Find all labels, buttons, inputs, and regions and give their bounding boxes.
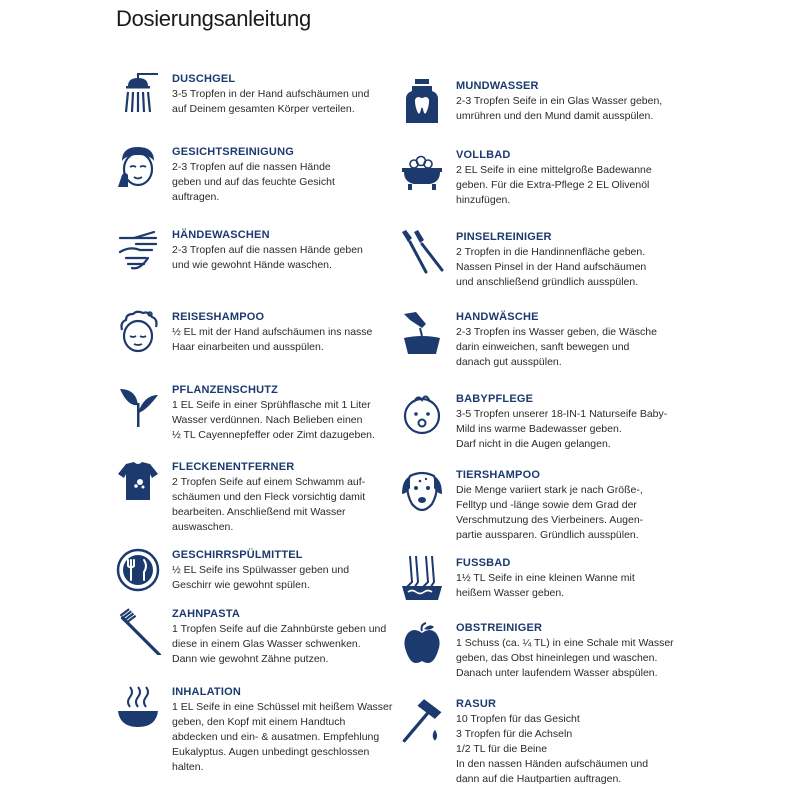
entry-obstreiniger — [400, 621, 740, 701]
dish-soap-icon — [116, 548, 160, 592]
entry-title: DUSCHGEL — [172, 73, 236, 85]
entry-description: 2-3 Tropfen auf die nassen Hände geben und wie gewohnt Hände waschen. — [172, 244, 363, 271]
dog-icon — [400, 468, 444, 512]
entry-description: 1 EL Seife in einer Sprühflasche mit 1 Liter Wasser verdünnen. Nach Belieben einen ½ TL Cayennepfeffer oder Zimt dazugeben. — [172, 399, 375, 441]
entry-description: 2-3 Tropfen auf die nassen Hände geben und auf das feuchte Gesicht auftragen. — [172, 161, 335, 203]
entry-description: ½ EL Seife ins Spülwasser geben und Geschirr wie gewohnt spülen. — [172, 564, 350, 591]
foot-bath-icon — [400, 556, 444, 600]
entry-title: PINSELREINIGER — [456, 231, 552, 243]
entry-title: VOLLBAD — [456, 149, 511, 161]
entry-title: TIERSHAMPOO — [456, 469, 541, 481]
entry-title: FUSSBAD — [456, 557, 511, 569]
face-cleansing-icon — [116, 145, 160, 189]
entry-description: 1 EL Seife in eine Schüssel mit heißem Wasser geben, den Kopf mit einem Handtuch abdecken und ein- & ausatmen. Empfehlung Eukalyptus. Augen unbedingt geschlossen halten. — [172, 701, 393, 773]
entry-title: PFLANZENSCHUTZ — [172, 384, 279, 396]
entry-rasur — [400, 697, 740, 785]
hand-washing-icon — [116, 228, 160, 272]
entry-description: 2 Tropfen Seife auf einem Schwamm auf- schäumen und den Fleck vorsichtig damit bearbeiten. Anschließend mit Wasser auswaschen. — [172, 476, 366, 533]
entry-description: 2-3 Tropfen Seife in ein Glas Wasser geben, umrühren und den Mund damit ausspülen. — [456, 95, 663, 122]
entry-description: 3-5 Tropfen unserer 18-IN-1 Naturseife Baby- Mild ins warme Badewasser geben. Darf nicht in die Augen gelangen. — [456, 408, 668, 450]
entry-description: 10 Tropfen für das Gesicht 3 Tropfen für die Achseln 1/2 TL für die Beine In den nassen Händen aufschäumen und dann auf die Hautpartien auftragen. — [456, 713, 649, 785]
brush-cleaner-icon — [400, 230, 444, 274]
entry-pinselreiniger — [400, 230, 740, 310]
entry-title: OBSTREINIGER — [456, 622, 543, 634]
entry-title: INHALATION — [172, 686, 242, 698]
entry-title: RASUR — [456, 698, 497, 710]
entry-mundwasser — [400, 79, 740, 159]
entry-description: Die Menge variiert stark je nach Größe-, Felltyp und -länge sowie dem Grad der Verschmutzung des Vierbeiners. Augen- partie aussparen. Gründlich ausspülen. — [456, 484, 644, 541]
entry-title: REISESHAMPOO — [172, 311, 265, 323]
baby-icon — [400, 392, 444, 436]
toothbrush-icon — [116, 607, 160, 651]
entry-title: BABYPFLEGE — [456, 393, 534, 405]
entry-description: 2 EL Seife in eine mittelgroße Badewanne geben. Für die Extra-Pflege 2 EL Olivenöl hinzufügen. — [456, 164, 652, 206]
entry-title: ZAHNPASTA — [172, 608, 240, 620]
bathtub-icon — [400, 148, 444, 192]
entry-title: GESCHIRRSPÜLMITTEL — [172, 549, 303, 561]
steam-bowl-icon — [116, 685, 160, 729]
entry-title: HÄNDEWASCHEN — [172, 229, 270, 241]
entry-description: 2-3 Tropfen ins Wasser geben, die Wäsche darin einweichen, sanft bewegen und danach gut ausspülen. — [456, 326, 657, 368]
entry-babypflege — [400, 392, 740, 472]
shower-icon — [116, 72, 160, 116]
entry-description: 1½ TL Seife in eine kleinen Wanne mit heißem Wasser geben. — [456, 572, 635, 599]
entry-description: 2 Tropfen in die Handinnenfläche geben. Nassen Pinsel in der Hand aufschäumen und anschließend gründlich ausspülen. — [456, 246, 647, 288]
entry-description: ½ EL mit der Hand aufschäumen ins nasse Haar einarbeiten und ausspülen. — [172, 326, 373, 353]
travel-shampoo-icon — [116, 310, 160, 354]
apple-icon — [400, 621, 444, 665]
entry-title: MUNDWASSER — [456, 80, 539, 92]
entry-title: FLECKENENTFERNER — [172, 461, 295, 473]
entry-vollbad — [400, 148, 740, 228]
entry-tiershampoo — [400, 468, 740, 548]
razor-icon — [400, 697, 444, 741]
mouthwash-icon — [400, 79, 444, 123]
hand-laundry-icon — [400, 310, 444, 354]
plant-protection-icon — [116, 383, 160, 427]
entry-description: 3-5 Tropfen in der Hand aufschäumen und auf Deinem gesamten Körper verteilen. — [172, 88, 370, 115]
stain-remover-icon — [116, 460, 160, 504]
entry-handwaesche — [400, 310, 740, 390]
entry-description: 1 Tropfen Seife auf die Zahnbürste geben und diese in einem Glas Wasser schwenken. Dann wie gewohnt Zähne putzen. — [172, 623, 387, 665]
entry-title: HANDWÄSCHE — [456, 311, 539, 323]
page-title: Dosierungsanleitung — [116, 6, 311, 31]
entry-title: GESICHTSREINIGUNG — [172, 146, 294, 158]
entry-description: 1 Schuss (ca. ¼ TL) in eine Schale mit Wasser geben, das Obst hineinlegen und waschen. Danach unter laufendem Wasser abspülen. — [456, 637, 674, 679]
